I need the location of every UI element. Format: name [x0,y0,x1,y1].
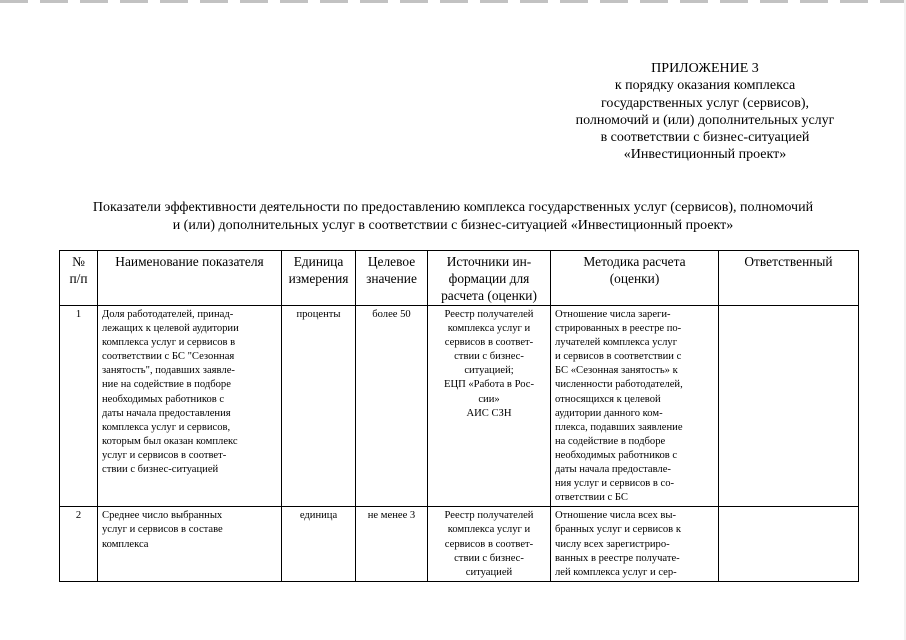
text-line: ние на содействие в подборе [102,379,231,391]
header-line: п/п [69,271,88,286]
header-line: Методика расчета [583,254,686,269]
text-line: и сервисов в соответствии с [555,351,682,363]
appendix-line: «Инвестиционный проект» [623,147,787,163]
header-line: значение [366,271,417,286]
col-header-unit [282,251,356,306]
title-line: и (или) дополнительных услуг в соответствии с бизнес-ситуацией «Инвестиционный проект» [172,218,734,233]
cell-unit: единица [282,507,356,581]
text-line: плекса, подавших заявление [555,421,683,433]
text-line: аудитории данного ком- [555,407,663,419]
table-row [60,507,859,581]
text-line: комплекса услуг и сервисов, [102,421,231,433]
text-line: комплекса услуг и [447,323,531,335]
cell-indicator-name [98,507,282,581]
header-line: Целевое [367,254,416,269]
text-line: соответствии с БС "Сезонная [102,351,235,363]
header-line: измерения [288,271,349,286]
text-line: числу всех зарегистриро- [555,538,670,550]
text-line: услуг и сервисов в составе [102,524,223,536]
text-line: сервисов в соответ- [444,337,534,349]
text-line: комплекса услуг и сервисов в [102,337,236,349]
cell-sources [428,507,551,581]
cell-responsible [719,306,859,507]
cell-number: 1 [60,306,98,507]
text-line: ванных в реестре получате- [555,552,680,564]
text-line: занятость", подавших заявле- [102,365,235,377]
cell-method [551,306,719,507]
cell-target: не менее 3 [356,507,428,581]
text-line: Реестр получателей [444,510,534,522]
text-line: Отношение числа зареги- [555,309,671,320]
text-line: сервисов в соответ- [444,538,534,550]
header-line: расчета (оценки) [441,288,537,303]
appendix-heading [540,60,870,164]
text-line: ЕЦП «Работа в Рос- [443,379,535,391]
cell-indicator-name [98,306,282,507]
table-header-row [60,251,859,306]
text-line: стрированных в реестре по- [555,323,682,335]
cell-target: более 50 [356,306,428,507]
cell-responsible [719,507,859,581]
text-line: АИС СЗН [466,407,512,419]
text-line: Отношение числа всех вы- [555,510,677,522]
text-line: БС «Сезонная занятость» к [555,365,678,377]
col-header-sources [428,251,551,306]
cell-sources [428,306,551,507]
header-line: Источники ин- [446,254,532,269]
text-line: ответствии с БС [555,492,628,504]
text-line: численности работодателей, [555,379,683,391]
col-header-target [356,251,428,306]
text-line: Реестр получателей [444,309,534,320]
text-line: даты начала предоставления [102,407,231,419]
header-line: Ответственный [744,254,833,269]
table-row [60,306,859,507]
text-line: даты начала предоставле- [555,464,671,476]
appendix-line: в соответствии с бизнес-ситуацией [600,130,810,146]
col-header-indicator-name [98,251,282,306]
appendix-line: ПРИЛОЖЕНИЕ 3 [651,61,759,76]
text-line: лежащих к целевой аудитории [102,323,239,335]
text-line: комплекса услуг и [447,524,531,536]
text-line: необходимых работников с [102,393,225,405]
text-line: ствии с бизнес-ситуацией [102,464,219,476]
cell-unit: проценты [282,306,356,507]
text-line: бранных услуг и сервисов к [555,524,681,536]
text-line: ния услуг и сервисов в со- [555,478,675,490]
appendix-line: полномочий и (или) дополнительных услуг [575,112,835,128]
text-line: ситуацией; [464,365,514,377]
appendix-line: государственных услуг (сервисов), [601,95,809,111]
text-line: относящихся к целевой [555,393,661,405]
text-line: на содействие в подборе [555,435,666,447]
text-line: услуг и сервисов в соответ- [102,449,227,461]
header-line: (оценки) [609,271,660,286]
text-line: лей комплекса услуг и сер- [555,566,677,578]
col-header-number [60,251,98,306]
document-title [40,199,866,235]
cell-method [551,507,719,581]
scan-top-edge [0,0,906,3]
header-line: Единица [293,254,344,269]
text-line: Доля работодателей, принад- [102,309,234,320]
indicators-table [59,250,859,582]
title-line: Показатели эффективности деятельности по предоставлению комплекса государственных услуг (сервисов), полномочий [92,200,814,215]
appendix-line: к порядку оказания комплекса [614,78,796,94]
text-line: необходимых работников с [555,449,678,461]
header-line: Наименование показателя [115,254,264,269]
text-line: ствии с бизнес- [454,351,524,363]
text-line: комплекса [102,538,149,550]
text-line: сии» [478,393,500,405]
text-line: лучателей комплекса услуг [555,337,678,349]
text-line: ствии с бизнес- [454,552,524,564]
header-line: формации для [448,271,530,286]
text-line: Среднее число выбранных [102,510,223,522]
cell-number: 2 [60,507,98,581]
col-header-responsible [719,251,859,306]
header-line: № [72,254,85,269]
text-line: ситуацией [465,566,513,578]
text-line: которым был оказан комплекс [102,435,238,447]
col-header-method [551,251,719,306]
